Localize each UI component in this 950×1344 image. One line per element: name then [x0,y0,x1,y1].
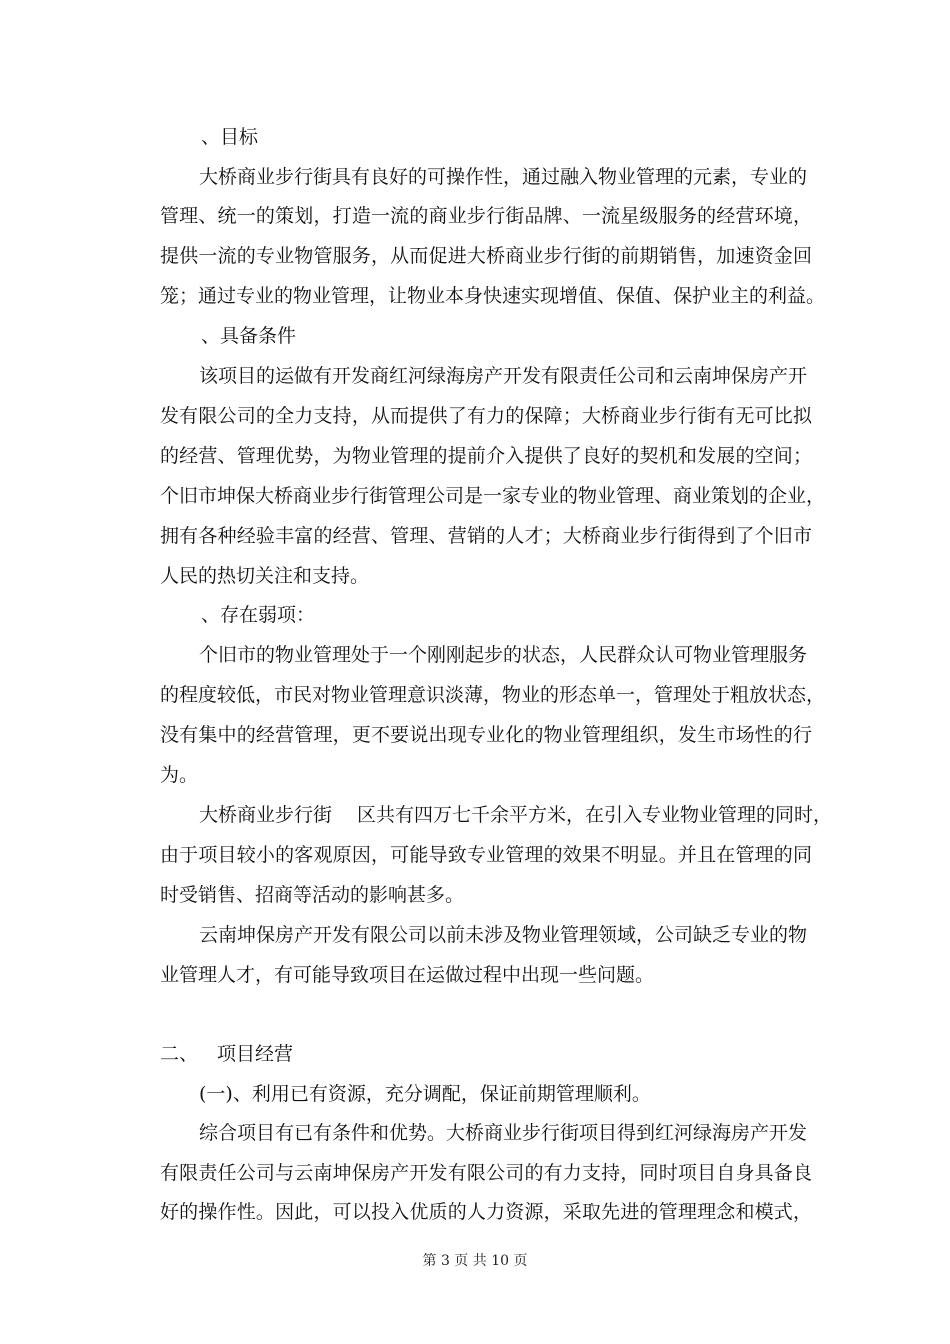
paragraph-line: 拥有各种经验丰富的经营、管理、营销的人才；大桥商业步行街得到了个旧市 [160,525,812,547]
paragraph-line: 管理、统一的策划，打造一流的商业步行街品牌、一流星级服务的经营环境， [160,205,812,227]
paragraph-line: 的经营、管理优势，为物业管理的提前介入提供了良好的契机和发展的空间； [160,445,812,467]
paragraph-line: 没有集中的经营管理，更不要说出现专业化的物业管理组织，发生市场性的行 [160,724,812,746]
paragraph-line: 大桥商业步行街具有良好的可操作性，通过融入物业管理的元素，专业的 [199,166,808,188]
paragraph-line: 云南坤保房产开发有限公司以前未涉及物业管理领域，公司缺乏专业的物 [199,924,808,946]
paragraph-line: 好的操作性。因此，可以投入优质的人力资源，采取先进的管理理念和模式， [160,1201,812,1223]
paragraph-line: 业管理人才，有可能导致项目在运做过程中出现一些问题。 [160,964,655,986]
heading-weakness: 、存在弱项： [201,604,316,626]
paragraph-line: 发有限公司的全力支持，从而提供了有力的保障；大桥商业步行街有无可比拟 [160,405,812,427]
paragraph-line: 提供一流的专业物管服务，从而促进大桥商业步行街的前期销售，加速资金回 [160,245,812,267]
heading-conditions: 、具备条件 [201,325,297,347]
section-title: 项目经营 [217,1043,294,1065]
subsection-title: (一)、利用已有资源，充分调配，保证前期管理顺利。 [199,1083,651,1105]
paragraph-line: 该项目的运做有开发商红河绿海房产开发有限责任公司和云南坤保房产开 [199,365,808,387]
paragraph-line: 大桥商业步行街 区共有四万七千余平方米，在引入专业物业管理的同时， [199,804,833,826]
section-number: 二、 [160,1043,199,1065]
heading-goal: 、目标 [201,126,259,148]
paragraph-line: 有限责任公司与云南坤保房产开发有限公司的有力支持，同时项目自身具备良 [160,1162,812,1184]
paragraph-line: 个旧市的物业管理处于一个刚刚起步的状态，人民群众认可物业管理服务 [199,644,808,666]
paragraph-line: 时受销售、招商等活动的影响甚多。 [160,884,465,906]
paragraph-line: 人民的热切关注和支持。 [160,565,370,587]
paragraph-line: 笼；通过专业的物业管理，让物业本身快速实现增值、保值、保护业主的利益。 [160,285,826,307]
paragraph-line: 综合项目有已有条件和优势。大桥商业步行街项目得到红河绿海房产开发 [199,1122,808,1144]
paragraph-line: 的程度较低，市民对物业管理意识淡薄，物业的形态单一，管理处于粗放状态， [160,684,826,706]
paragraph-line: 由于项目较小的客观原因，可能导致专业管理的效果不明显。并且在管理的同 [160,844,812,866]
paragraph-line: 个旧市坤保大桥商业步行街管理公司是一家专业的物业管理、商业策划的企业， [160,485,826,507]
page-number-footer: 第 3 页 共 10 页 [422,1253,528,1269]
paragraph-line: 为。 [160,764,199,786]
